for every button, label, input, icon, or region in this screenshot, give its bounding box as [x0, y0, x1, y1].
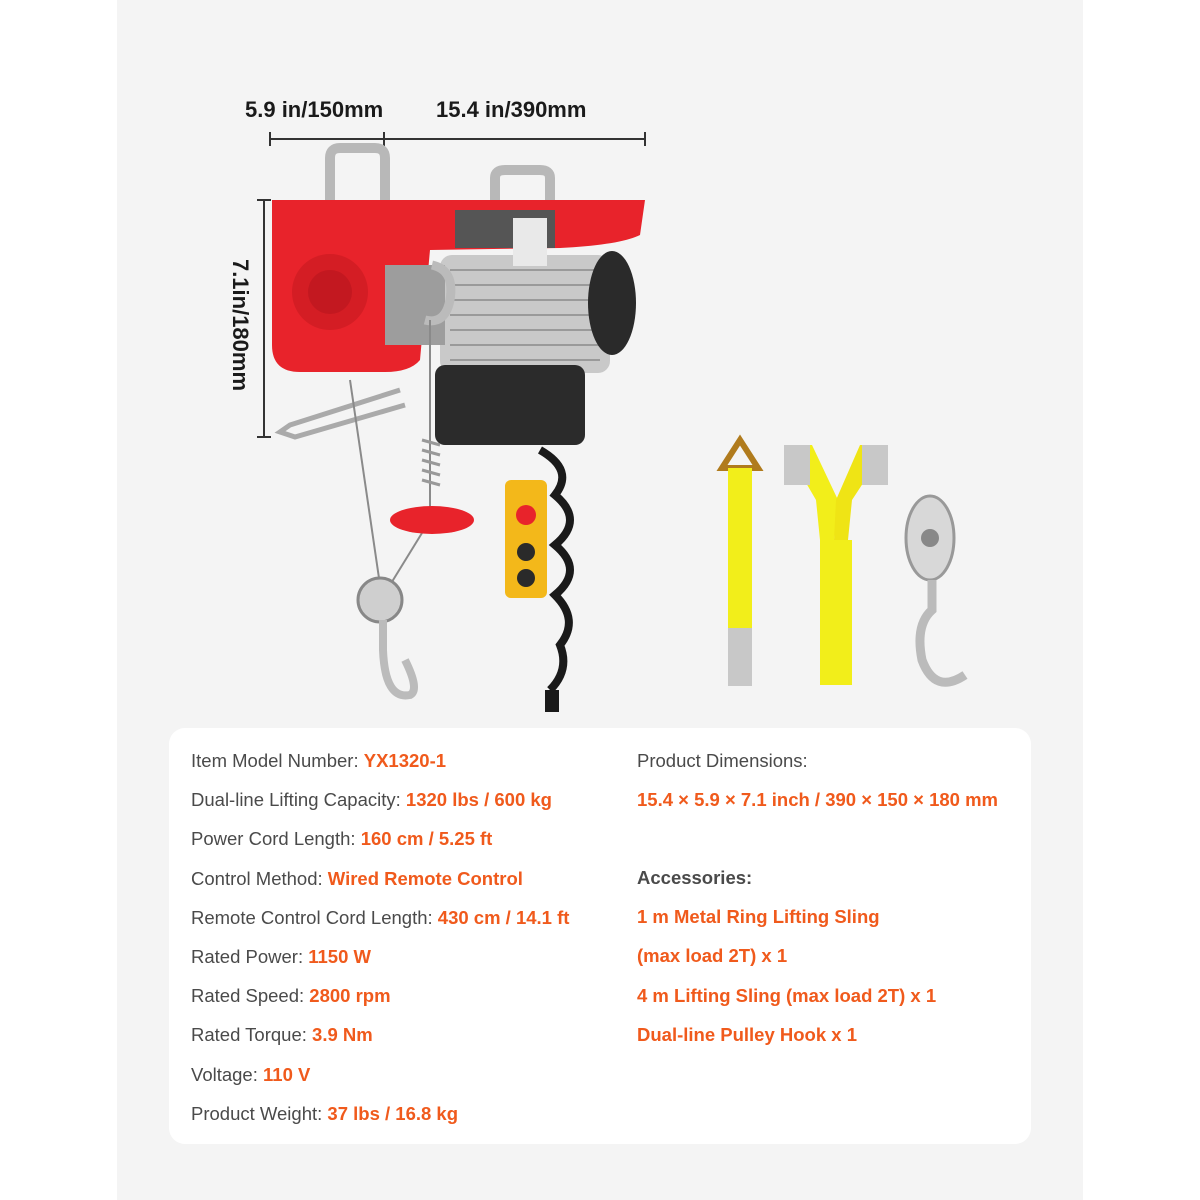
spec-row: Rated Torque: 3.9 Nm [191, 1024, 373, 1046]
accessory-item: 1 m Metal Ring Lifting Sling [637, 906, 880, 928]
spec-row: Item Model Number: YX1320-1 [191, 750, 447, 771]
dimension-width-a: 5.9 in/150mm [245, 97, 384, 122]
spec-row: Rated Power: 1150 W [191, 945, 371, 967]
spec-row: Product Weight: 37 lbs / 16.8 kg [191, 1102, 459, 1124]
spec-card [169, 728, 1031, 1144]
spec-row: Remote Control Cord Length: 430 cm / 14.1 ft [191, 906, 570, 928]
metal-ring-sling-icon [722, 440, 758, 686]
spec-row: Voltage: 110 V [191, 1063, 311, 1085]
spec-list [191, 750, 569, 1142]
dimension-width-b: 15.4 in/390mm [436, 97, 587, 122]
accessory-item: Dual-line Pulley Hook x 1 [637, 1024, 858, 1046]
spec-row: Rated Speed: 2800 rpm [191, 985, 391, 1007]
spec-row: Dual-line Lifting Capacity: 1320 lbs / 600 kg [191, 789, 552, 811]
dimension-height: 7.1in/180mm [228, 258, 253, 392]
accessory-item: (max load 2T) x 1 [637, 945, 788, 967]
spec-row: Power Cord Length: 160 cm / 5.25 ft [191, 828, 493, 850]
spec-row: Control Method: Wired Remote Control [191, 867, 523, 889]
dimensions-and-accessories [637, 750, 998, 1063]
pulley-hook-icon [906, 496, 965, 682]
accessories-title: Accessories: [637, 867, 753, 889]
product-dimensions-label: Product Dimensions: [637, 750, 808, 771]
hoist-icon [272, 148, 645, 712]
y-lifting-sling-icon [784, 445, 888, 685]
product-dimensions-value: 15.4 × 5.9 × 7.1 inch / 390 × 150 × 180 mm [637, 789, 999, 811]
accessory-item: 4 m Lifting Sling (max load 2T) x 1 [637, 984, 937, 1006]
